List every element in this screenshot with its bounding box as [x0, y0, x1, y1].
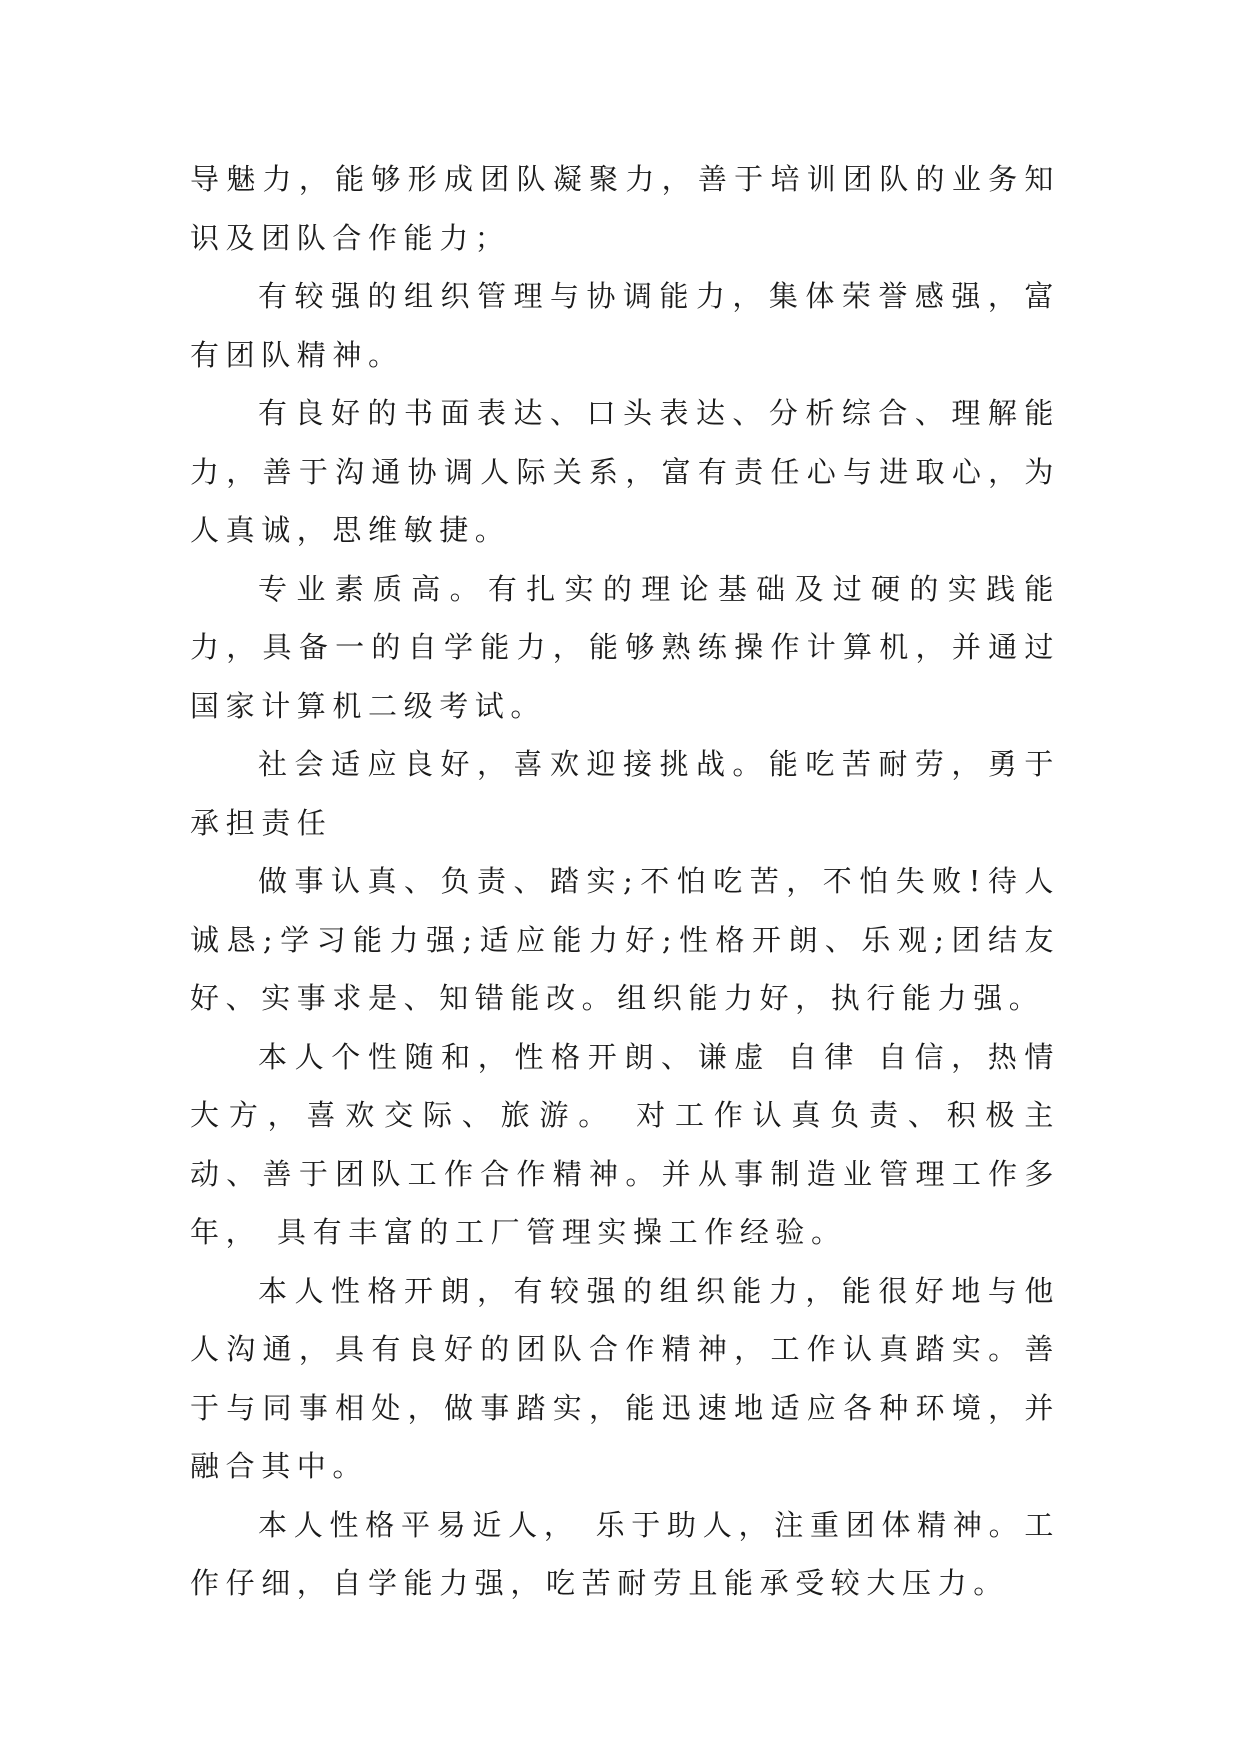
paragraph-professional-quality: 专业素质高。有扎实的理论基础及过硬的实践能力，具备一的自学能力，能够熟练操作计算机，并通过国家计算机二级考试。 [190, 571, 1060, 723]
paragraph-teamwork: 本人性格开朗，有较强的组织能力，能很好地与他人沟通，具有良好的团队合作精神，工作认真踏实。善于与同事相处，做事踏实，能迅速地适应各种环境，并融合其中。 [190, 1273, 1060, 1483]
document-page [190, 150, 1060, 1613]
paragraph-personality-management: 本人个性随和，性格开朗、谦虚 自律 自信，热情大方，喜欢交际、旅游。 对工作认真负责、积极主动、善于团队工作合作精神。并从事制造业管理工作多年， 具有丰富的工厂管理实操工作经验。 [190, 1039, 1060, 1249]
paragraph-work-attitude: 做事认真、负责、踏实;不怕吃苦，不怕失败!待人诚恳;学习能力强;适应能力好;性格开朗、乐观;团结友好、实事求是、知错能改。组织能力好，执行能力强。 [190, 864, 1060, 1015]
paragraph-social-adaptation: 社会适应良好，喜欢迎接挑战。能吃苦耐劳，勇于承担责任 [190, 747, 1060, 840]
paragraph-leadership-continuation: 导魅力，能够形成团队凝聚力，善于培训团队的业务知识及团队合作能力； [190, 162, 1060, 255]
paragraph-approachable: 本人性格平易近人， 乐于助人，注重团体精神。工作仔细，自学能力强，吃苦耐劳且能承受较大压力。 [190, 1507, 1060, 1600]
paragraph-organization: 有较强的组织管理与协调能力，集体荣誉感强，富有团队精神。 [190, 279, 1060, 372]
paragraph-communication: 有良好的书面表达、口头表达、分析综合、理解能力，善于沟通协调人际关系，富有责任心与进取心，为人真诚，思维敏捷。 [190, 396, 1060, 547]
